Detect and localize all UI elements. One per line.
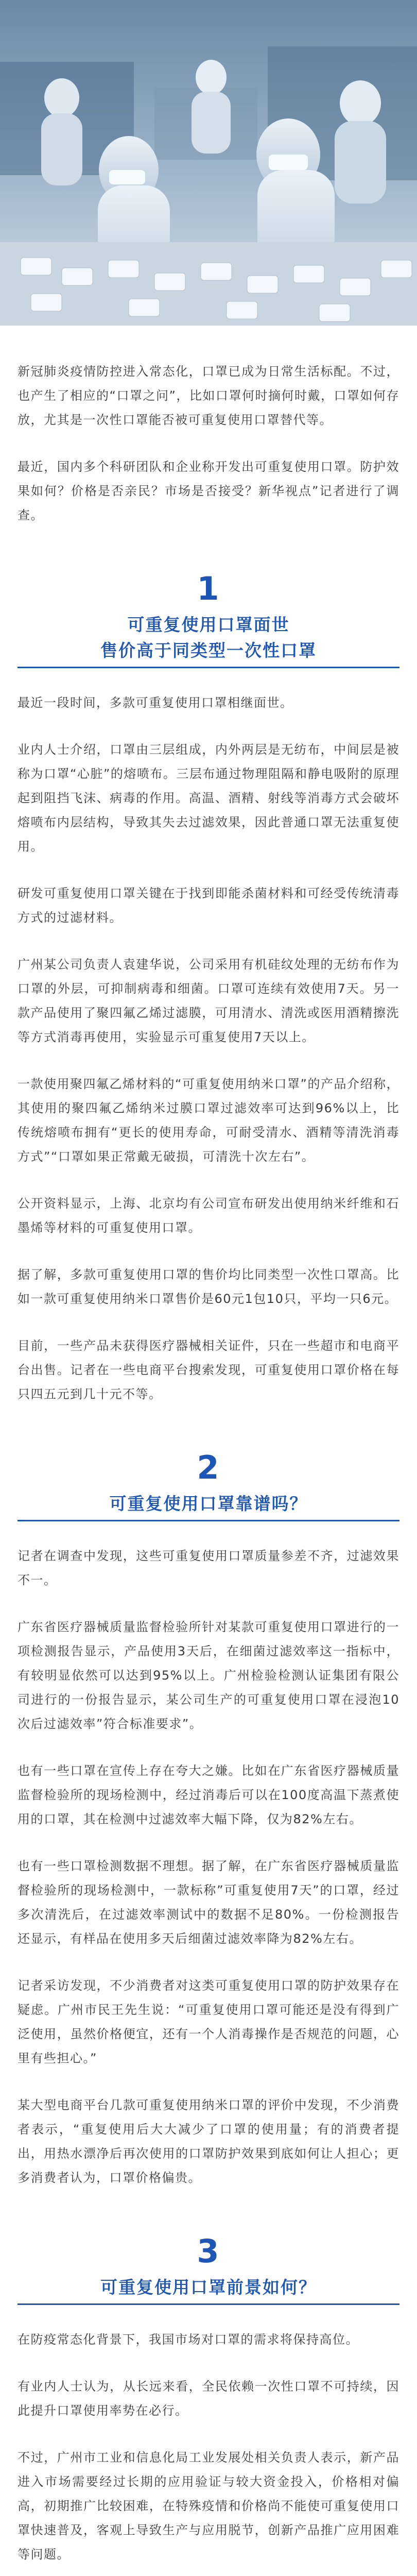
section-1-paragraph: 业内人士介绍，口罩由三层组成，内外两层是无纺布，中间层是被称为口罩“心脏”的熔喷布。三层布通过物理阻隔和静电吸附的原理起到阻挡飞沫、病毒的作用。高温、酒精、射线等消毒方式会破坏熔喷布内层结构，导致其失去过滤效果，因此普通口罩无法重复使用。: [18, 742, 399, 854]
lab-workers-photo-icon: [0, 0, 417, 326]
section-1-divider: [18, 667, 399, 668]
section-1-paragraph: 最近一段时间，多款可重复使用口罩相继面世。: [18, 696, 293, 710]
section-1-paragraph: 据了解，多款可重复使用口罩的售价均比同类型一次性口罩高。比如一款可重复使用纳米口罩售价是60元1包10只，平均一只6元。: [18, 1267, 399, 1306]
section-1-paragraph: 目前，一些产品未获得医疗器械相关证件，只在一些超市和电商平台出售。记者在一些电商平台搜索发现，可重复使用口罩价格在每只四五元到几十元不等。: [18, 1338, 399, 1401]
section-2-paragraph: 某大型电商平台几款可重复使用纳米口罩的评价中发现，不少消费者表示，“重复使用后大大减少了口罩的使用量；有的消费者提出，用热水漂净后再次使用的口罩防护效果到底如何让人担心；更多消费者认为，口罩价格偏贵。: [18, 2098, 399, 2185]
section-1-paragraph: 研发可重复使用口罩关键在于找到即能杀菌材料和可经受传统清毒方式的过滤材料。: [18, 886, 399, 925]
section-3-header: [18, 2233, 399, 2305]
section-3-divider: [18, 2303, 399, 2305]
section-3-title: 可重复使用口罩前景如何？: [100, 2277, 317, 2297]
section-1-paragraph: 公开资料显示，上海、北京均有公司宣布研发出使用纳米纤维和石墨烯等材料的可重复使用口罩。: [18, 1196, 399, 1235]
section-2-header: [18, 1450, 399, 1521]
section-2-title: 可重复使用口罩靠谱吗？: [109, 1494, 308, 1514]
section-3-paragraph: 有业内人士认为，从长远来看，全民依赖一次性口罩不可持续，因此提升口罩使用率势在必行。: [18, 2379, 399, 2418]
section-2-paragraph: 也有一些口罩在宣传上存在夸大之嫌。比如在广东省医疗器械质量监督检验所的现场检测中，经过消毒后可以在100度高温下蒸煮使用的口罩，其在检测中过滤效率大幅下降，仅为82%左右。: [18, 1764, 399, 1826]
intro-paragraph-2: 最近，国内多个科研团队和企业称开发出可重复使用口罩。防护效果如何？价格是否亲民？市场是否接受？新华视点”记者进行了调查。: [18, 460, 399, 522]
article-body: [0, 360, 417, 2576]
section-2-divider: [18, 1520, 399, 1521]
section-2-paragraph: 记者在调查中发现，这些可重复使用口罩质量参差不齐，过滤效果不一。: [18, 1549, 399, 1587]
section-1-title-line-2: 售价高于同类型一次性口罩: [100, 640, 317, 660]
section-2-paragraph: 广东省医疗器械质量监督检验所针对某款可重复使用口罩进行的一项检测报告显示，产品使用3天后，在细菌过滤效率这一指标中，有较明显依然可以达到95%以上。广州检验检测认证集团有限公司进行的一份报告显示，某公司生产的可重复使用口罩在浸泡10次后过滤效率”符合标准要求”。: [18, 1620, 399, 1731]
section-2-paragraph: 也有一些口罩检测数据不理想。据了解，在广东省医疗器械质量监督检验所的现场检测中，一款标称”可重复使用7天”的口罩，经过多次清洗后，在过滤效率测试中的数据不足80%。一份检测报告还显示，有样品在使用多天后细菌过滤效率降为82%左右。: [18, 1859, 399, 1946]
section-3-paragraph: 不过，广州市工业和信息化局工业发展处相关负责人表示，新产品进入市场需要经过长期的应用验证与较大资金投入，价格相对偏高，初期推广比较困难，在特殊疫情和价格尚不能使可重复使用口罩快速普及，客观上导致生产与应用脱节，创新产品推广应用困难等问题。: [18, 2450, 399, 2562]
hero-photo: [0, 0, 417, 326]
section-1-header: [18, 571, 399, 668]
section-2-number: 2: [197, 1449, 220, 1486]
section-1-number: 1: [197, 570, 220, 607]
section-3-number: 3: [197, 2232, 220, 2270]
section-1-paragraph: 广州某公司负责人袁建华说，公司采用有机硅纹处理的无纺布作为口罩的外层，可抑制病毒和细菌。口罩可连续有效使用7天。另一款产品使用了聚四氟乙烯过滤膜，可用清水、清洗或医用酒精擦洗等方式消毒再使用，实验显示可重复使用7天以上。: [18, 957, 399, 1044]
section-1-title-line-1: 可重复使用口罩面世: [127, 615, 290, 635]
section-3-paragraph: 在防疫常态化背景下，我国市场对口罩的需求将保持高位。: [18, 2332, 359, 2347]
section-1-paragraph: 一款使用聚四氟乙烯材料的“可重复使用纳米口罩”的产品介绍称，其使用的聚四氟乙烯纳米过膜口罩过滤效率可达到96%以上，比传统熔喷布拥有“更长的使用寿命，可耐受清水、酒精等清洗消毒方式”“口罩如果正常戴无破损，可清洗十次左右”。: [18, 1077, 399, 1164]
section-2-paragraph: 记者采访发现，不少消费者对这类可重复使用口罩的防护效果存在疑虑。广州市民王先生说：“可重复使用口罩可能还是没有得到广泛使用，虽然价格便宜，还有一个人消毒操作是否规范的问题，心里有些担心。”: [18, 1978, 399, 2065]
intro-paragraph-1: 新冠肺炎疫情防控进入常态化，口罩已成为日常生活标配。不过，也产生了相应的“口罩之问”，比如口罩何时摘何时戴，口罩如何存放，尤其是一次性口罩能否被可重复使用口罩替代等。: [18, 364, 399, 427]
